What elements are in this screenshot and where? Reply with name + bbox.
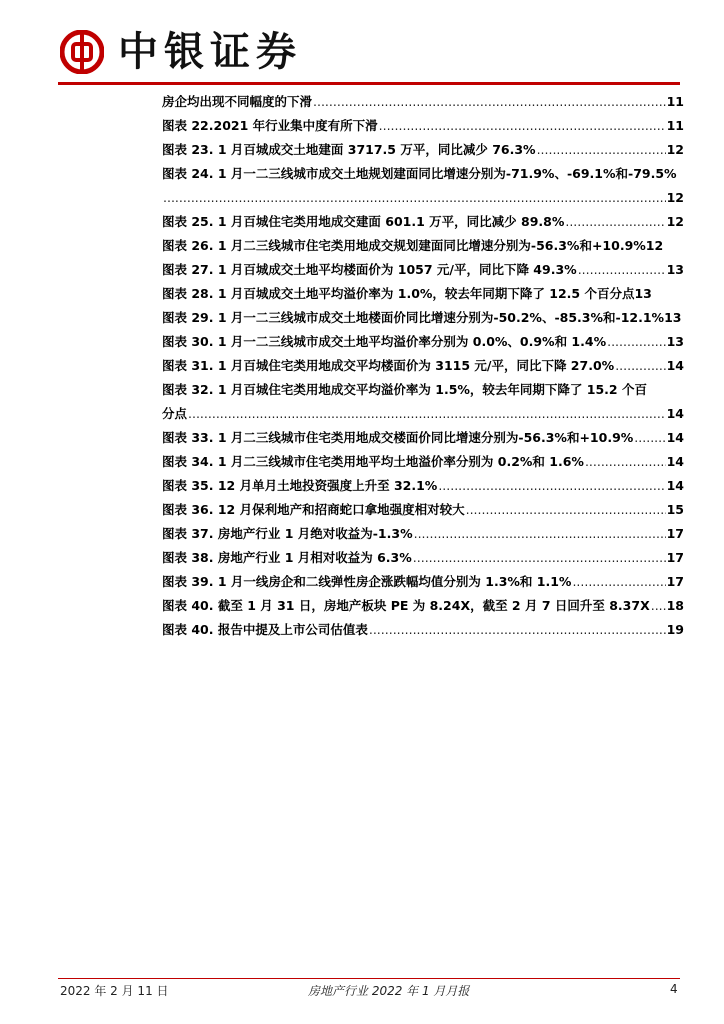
toc-entry[interactable] <box>162 498 684 522</box>
toc-entry-page: 12 <box>645 238 664 253</box>
toc-entry[interactable] <box>162 162 684 210</box>
toc-entry-page: 19 <box>666 622 684 637</box>
toc-entry-title: 图表 24. 1 月一二三线城市成交土地规划建面同比增速分别为-71.9%、-69.1%和-79.5% <box>162 166 677 181</box>
dot-leader <box>565 210 665 234</box>
toc-entry-page: 12 <box>666 214 684 229</box>
toc-entry-page: 17 <box>666 574 684 589</box>
toc-entry[interactable] <box>162 618 684 642</box>
dot-leader <box>537 138 666 162</box>
toc-entry-page: 14 <box>666 430 684 445</box>
toc-entry-title: 图表 37. 房地产行业 1 月绝对收益为-1.3% <box>162 526 413 541</box>
toc-entry-title: 图表 30. 1 月一二三线城市成交土地平均溢价率分别为 0.0%、0.9%和 1.4% <box>162 334 607 349</box>
toc-entry-title: 图表 27. 1 月百城成交土地平均楼面价为 1057 元/平，同比下降 49.3% <box>162 262 577 277</box>
footer-report-title: 房地产行业 2022 年 1 月月报 <box>308 984 470 998</box>
dot-leader <box>414 522 666 546</box>
dot-leader <box>585 450 666 474</box>
toc-entry[interactable] <box>162 306 684 330</box>
toc-entry[interactable] <box>162 378 684 426</box>
dot-leader <box>188 402 666 426</box>
toc-entry-page: 15 <box>666 502 684 517</box>
toc-entry-page: 11 <box>666 118 684 133</box>
toc-entry[interactable] <box>162 426 684 450</box>
toc-entry-title: 图表 23. 1 月百城成交土地建面 3717.5 万平，同比减少 76.3% <box>162 142 536 157</box>
toc-entry[interactable] <box>162 522 684 546</box>
toc-entry-title: 分点 <box>162 406 188 421</box>
dot-leader <box>634 426 665 450</box>
toc-entry[interactable] <box>162 450 684 474</box>
toc-entry-title: 图表 28. 1 月百城成交土地平均溢价率为 1.0%，较去年同期下降了 12.5 个百分点 <box>162 286 635 301</box>
toc-entry-title: 图表 40. 报告中提及上市公司估值表 <box>162 622 368 637</box>
toc-entry[interactable] <box>162 282 684 306</box>
toc-entry-page: 13 <box>666 334 684 349</box>
toc-entry-title: 图表 22.2021 年行业集中度有所下滑 <box>162 118 378 133</box>
dot-leader <box>615 354 665 378</box>
dot-leader <box>413 546 666 570</box>
bank-logo-icon <box>60 30 104 74</box>
toc-entry-page: 14 <box>666 406 684 421</box>
toc-entry-page: 14 <box>666 358 684 373</box>
dot-leader <box>369 618 666 642</box>
toc-entry-title: 图表 29. 1 月一二三线城市成交土地楼面价同比增速分别为-50.2%、-85.3%和-12.1% <box>162 310 665 325</box>
footer-divider <box>58 978 680 979</box>
toc-entry[interactable] <box>162 138 684 162</box>
toc-entry[interactable] <box>162 330 684 354</box>
toc-entry-title: 图表 31. 1 月百城住宅类用地成交平均楼面价为 3115 元/平，同比下降 27.0% <box>162 358 615 373</box>
toc-entry[interactable] <box>162 258 684 282</box>
toc-entry-title: 图表 26. 1 月二三线城市住宅类用地成交规划建面同比增速分别为-56.3%和+10.9% <box>162 238 646 253</box>
toc-entry-page: 18 <box>666 598 684 613</box>
toc-entry-page: 12 <box>666 190 684 205</box>
page-header <box>60 22 680 82</box>
toc-entry-page: 12 <box>666 142 684 157</box>
toc-entry[interactable] <box>162 210 684 234</box>
toc-entry-page: 17 <box>666 550 684 565</box>
toc-entry-page: 11 <box>666 94 684 109</box>
toc-entry[interactable] <box>162 594 684 618</box>
toc-entry-page: 14 <box>666 478 684 493</box>
brand-name: 中银证券 <box>118 28 302 75</box>
toc-entry[interactable] <box>162 234 684 258</box>
footer-date: 2022 年 2 月 11 日 <box>60 984 169 998</box>
dot-leader <box>438 474 665 498</box>
toc-entry-page: 13 <box>666 262 684 277</box>
toc-entry-title: 图表 25. 1 月百城住宅类用地成交建面 601.1 万平，同比减少 89.8% <box>162 214 565 229</box>
dot-leader <box>578 258 666 282</box>
toc-entry-title: 图表 33. 1 月二三线城市住宅类用地成交楼面价同比增速分别为-56.3%和+10.9% <box>162 430 634 445</box>
toc-entry[interactable] <box>162 114 684 138</box>
toc-entry-title: 图表 36. 12 月保利地产和招商蛇口拿地强度相对较大 <box>162 502 465 517</box>
toc-entry-title: 图表 32. 1 月百城住宅类用地成交平均溢价率为 1.5%，较去年同期下降了 15.2 个百 <box>162 382 647 397</box>
toc-entry-page: 14 <box>666 454 684 469</box>
table-of-contents <box>162 90 684 642</box>
toc-entry[interactable] <box>162 354 684 378</box>
toc-entry-page: 17 <box>666 526 684 541</box>
toc-entry-page: 13 <box>634 286 652 301</box>
toc-entry-title: 图表 34. 1 月二三线城市住宅类用地平均土地溢价率分别为 0.2%和 1.6% <box>162 454 584 469</box>
dot-leader <box>379 114 666 138</box>
toc-entry[interactable] <box>162 570 684 594</box>
dot-leader <box>313 90 666 114</box>
dot-leader <box>572 570 665 594</box>
toc-entry-title: 房企均出现不同幅度的下滑 <box>162 94 313 109</box>
toc-entry[interactable] <box>162 90 684 114</box>
dot-leader <box>607 330 665 354</box>
toc-entry-title: 图表 38. 房地产行业 1 月相对收益为 6.3% <box>162 550 412 565</box>
toc-entry[interactable] <box>162 546 684 570</box>
toc-entry[interactable] <box>162 474 684 498</box>
footer-page-number: 4 <box>670 982 678 996</box>
toc-entry-title: 图表 35. 12 月单月土地投资强度上升至 32.1% <box>162 478 438 493</box>
dot-leader <box>466 498 666 522</box>
toc-entry-title: 图表 39. 1 月一线房企和二线弹性房企涨跌幅均值分别为 1.3%和 1.1% <box>162 574 572 589</box>
toc-entry-title: 图表 40. 截至 1 月 31 日，房地产板块 PE 为 8.24X，截至 2 月 7 日回升至 8.37X <box>162 598 650 613</box>
header-divider <box>58 82 680 85</box>
dot-leader <box>651 594 666 618</box>
toc-entry-page: 13 <box>664 310 682 325</box>
dot-leader <box>163 186 666 210</box>
